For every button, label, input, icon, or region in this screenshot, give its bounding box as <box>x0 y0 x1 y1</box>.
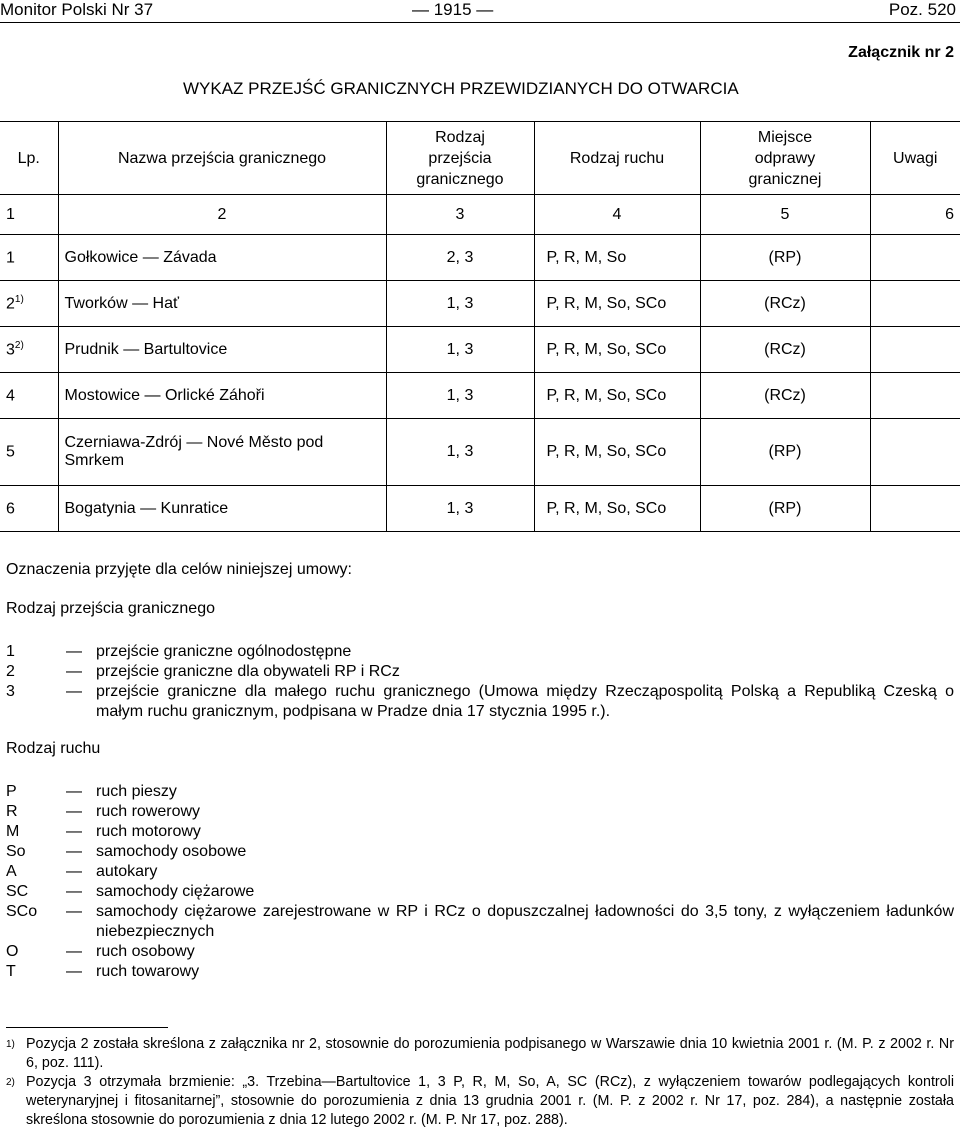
row-number <box>0 235 58 281</box>
crossing-type <box>386 235 534 281</box>
definition-text: ruch rowerowy <box>96 803 201 820</box>
column-number: 6 <box>870 195 960 235</box>
traffic-type <box>534 235 700 281</box>
notes <box>870 486 960 532</box>
definition-dash: — <box>66 903 82 920</box>
definition-item <box>6 802 954 822</box>
definition-dash: — <box>66 943 82 960</box>
definition-text: przejście graniczne ogólnodostępne <box>96 643 352 660</box>
definition-code: 2 <box>6 663 15 680</box>
crossing-name-text: Bogatynia — Kunratice <box>64 499 229 517</box>
crossing-type-text: 1, 3 <box>446 499 474 517</box>
table-row <box>0 281 960 327</box>
row-number-text: 6 <box>6 500 15 518</box>
footnote-separator <box>6 1027 168 1028</box>
column-number-row <box>0 195 960 235</box>
definition-item <box>6 682 954 722</box>
crossing-type <box>386 419 534 486</box>
traffic-type <box>534 327 700 373</box>
definition-text: przejście graniczne dla obywateli RP i RCz <box>96 663 400 680</box>
crossing-name-text: Gołkowice — Závada <box>64 248 217 266</box>
definition-dash: — <box>66 963 82 980</box>
column-number: 3 <box>386 195 534 235</box>
clearance-place-text: (RCz) <box>764 340 806 358</box>
column-number: 4 <box>534 195 700 235</box>
annex-label: Załącznik nr 2 <box>848 44 954 61</box>
clearance-place <box>700 419 870 486</box>
definition-code: SCo <box>6 903 38 920</box>
traffic-type <box>534 419 700 486</box>
row-number <box>0 486 58 532</box>
row-number-text: 1 <box>6 249 15 267</box>
column-number: 5 <box>700 195 870 235</box>
definition-item <box>6 882 954 902</box>
definition-code: A <box>6 863 17 880</box>
column-header: Uwagi <box>870 122 960 195</box>
traffic-type-text: P, R, M, So, SCo <box>546 294 667 312</box>
crossing-type-text: 1, 3 <box>446 386 474 404</box>
clearance-place-text: (RP) <box>768 248 802 266</box>
column-header: Nazwa przejścia granicznego <box>58 122 386 195</box>
traffic-type-text: P, R, M, So, SCo <box>546 386 667 404</box>
clearance-place <box>700 327 870 373</box>
definition-item <box>6 822 954 842</box>
traffic-type-text: P, R, M, So, SCo <box>546 499 667 517</box>
row-number-text: 4 <box>6 387 15 405</box>
footnotes <box>6 1035 954 1130</box>
footnote <box>6 1073 954 1130</box>
definition-dash: — <box>66 683 82 700</box>
footnote-marker: 1) <box>14 293 24 305</box>
crossing-types-heading: Rodzaj przejścia granicznego <box>6 600 215 617</box>
definition-code: R <box>6 803 18 820</box>
column-header: Rodzaj przejścia granicznego <box>386 122 534 195</box>
position-number: Poz. 520 <box>888 0 956 19</box>
footnote-marker: 2) <box>14 339 24 351</box>
crossing-name <box>58 373 386 419</box>
definition-code: SC <box>6 883 29 900</box>
definition-code: T <box>6 963 16 980</box>
table-header-row <box>0 122 960 195</box>
row-number <box>0 373 58 419</box>
definition-dash: — <box>66 843 82 860</box>
table-row <box>0 373 960 419</box>
footnote-mark: 1) <box>6 1039 15 1050</box>
row-number-text: 2 <box>6 295 15 313</box>
definition-text: ruch towarowy <box>96 963 200 980</box>
crossings-table <box>0 121 960 532</box>
traffic-types-heading: Rodzaj ruchu <box>6 740 101 757</box>
notes <box>870 419 960 486</box>
footnote-mark: 2) <box>6 1077 15 1088</box>
crossing-name-text: Prudnik — Bartultovice <box>64 340 228 358</box>
table-row <box>0 327 960 373</box>
crossing-type <box>386 373 534 419</box>
crossing-name <box>58 486 386 532</box>
crossing-type <box>386 327 534 373</box>
clearance-place-text: (RCz) <box>764 386 806 404</box>
notes <box>870 235 960 281</box>
definition-code: 1 <box>6 643 15 660</box>
definition-text: przejście graniczne dla małego ruchu granicznego (Umowa między Rzecząpospolitą Polską a Republiką Czeską o małym ruchu granicznym, podpisana w Pradze dnia 17 stycznia 1995 r.). <box>96 683 954 720</box>
journal-title: Monitor Polski Nr 37 <box>0 0 154 19</box>
clearance-place-text: (RCz) <box>764 294 806 312</box>
definition-code: 3 <box>6 683 15 700</box>
crossing-name <box>58 281 386 327</box>
definition-text: samochody ciężarowe zarejestrowane w RP i RCz o dopuszczalnej ładowności do 3,5 tony, z wyłączeniem ładunków niebezpiecznych <box>96 903 954 940</box>
definition-item <box>6 782 954 802</box>
crossing-name <box>58 235 386 281</box>
crossing-type <box>386 281 534 327</box>
definition-item <box>6 942 954 962</box>
column-header: Lp. <box>0 122 58 195</box>
table-row <box>0 235 960 281</box>
crossing-type-text: 1, 3 <box>446 443 474 460</box>
traffic-type <box>534 373 700 419</box>
table-row <box>0 419 960 486</box>
definition-text: autokary <box>96 863 158 880</box>
clearance-place <box>700 486 870 532</box>
definition-item <box>6 862 954 882</box>
crossing-name <box>58 419 386 486</box>
definition-dash: — <box>66 863 82 880</box>
column-number: 1 <box>0 195 58 235</box>
definition-text: ruch motorowy <box>96 823 201 840</box>
notes <box>870 281 960 327</box>
traffic-type-text: P, R, M, So, SCo <box>546 443 667 460</box>
traffic-type <box>534 281 700 327</box>
definition-item <box>6 662 954 682</box>
clearance-place <box>700 281 870 327</box>
definition-dash: — <box>66 643 82 660</box>
crossing-name-text: Mostowice — Orlické Záhoři <box>64 386 265 404</box>
clearance-place <box>700 373 870 419</box>
definition-item <box>6 962 954 982</box>
definition-code: M <box>6 823 20 840</box>
definition-item <box>6 842 954 862</box>
definition-dash: — <box>66 663 82 680</box>
document-title: WYKAZ PRZEJŚĆ GRANICZNYCH PRZEWIDZIANYCH DO OTWARCIA <box>183 79 739 98</box>
clearance-place-text: (RP) <box>768 443 802 460</box>
crossing-name-text: Czerniawa-Zdrój — Nové Město pod Smrkem <box>64 434 324 469</box>
column-header: Rodzaj ruchu <box>534 122 700 195</box>
row-number-text: 5 <box>6 443 15 461</box>
definition-dash: — <box>66 803 82 820</box>
traffic-types-list <box>6 782 954 982</box>
crossing-type <box>386 486 534 532</box>
column-number: 2 <box>58 195 386 235</box>
definition-dash: — <box>66 783 82 800</box>
column-header: Miejsce odprawy granicznej <box>700 122 870 195</box>
notes <box>870 327 960 373</box>
crossing-type-text: 1, 3 <box>446 340 474 358</box>
crossing-types-list <box>6 642 954 722</box>
footnote-text: Pozycja 3 otrzymała brzmienie: „3. Trzebina—Bartultovice 1, 3 P, R, M, So, A, SC (RCz), z wyłączeniem towarów podlegających kontroli weterynaryjnej i fitosanitarnej”, stosownie do porozumienia z dnia 13 grudnia 2001 r. (M. P. z 2002 r. Nr 17, poz. 284), a następnie została skreślona stosownie do porozumienia z dnia 12 lutego 2002 r. (M. P. Nr 17, poz. 288). <box>26 1074 954 1128</box>
footnote-text: Pozycja 2 została skreślona z załącznika nr 2, stosownie do porozumienia podpisanego w Warszawie dnia 10 kwietnia 2001 r. (M. P. z 2002 r. Nr 6, poz. 111). <box>26 1036 954 1071</box>
definition-code: O <box>6 943 19 960</box>
clearance-place <box>700 235 870 281</box>
row-number <box>0 327 58 373</box>
row-number-text: 3 <box>6 341 15 359</box>
definition-dash: — <box>66 883 82 900</box>
clearance-place-text: (RP) <box>768 499 802 517</box>
crossing-name-text: Tworków — Hať <box>64 294 179 312</box>
definition-code: So <box>6 843 26 860</box>
definition-text: ruch osobowy <box>96 943 195 960</box>
crossing-type-text: 2, 3 <box>446 248 474 266</box>
row-number <box>0 419 58 486</box>
row-number <box>0 281 58 327</box>
crossing-type-text: 1, 3 <box>446 294 474 312</box>
traffic-type <box>534 486 700 532</box>
page-header <box>0 0 960 23</box>
definition-text: samochody osobowe <box>96 843 247 860</box>
definition-code: P <box>6 783 17 800</box>
traffic-type-text: P, R, M, So <box>546 248 627 266</box>
crossing-name <box>58 327 386 373</box>
definition-text: ruch pieszy <box>96 783 177 800</box>
definition-item <box>6 642 954 662</box>
definition-text: samochody ciężarowe <box>96 883 255 900</box>
traffic-type-text: P, R, M, So, SCo <box>546 340 667 358</box>
page-number: — 1915 — <box>412 0 494 19</box>
definition-item <box>6 902 954 942</box>
notes <box>870 373 960 419</box>
definition-dash: — <box>66 823 82 840</box>
footnote <box>6 1035 954 1073</box>
table-row <box>0 486 960 532</box>
legend-intro: Oznaczenia przyjęte dla celów niniejszej umowy: <box>6 561 352 578</box>
